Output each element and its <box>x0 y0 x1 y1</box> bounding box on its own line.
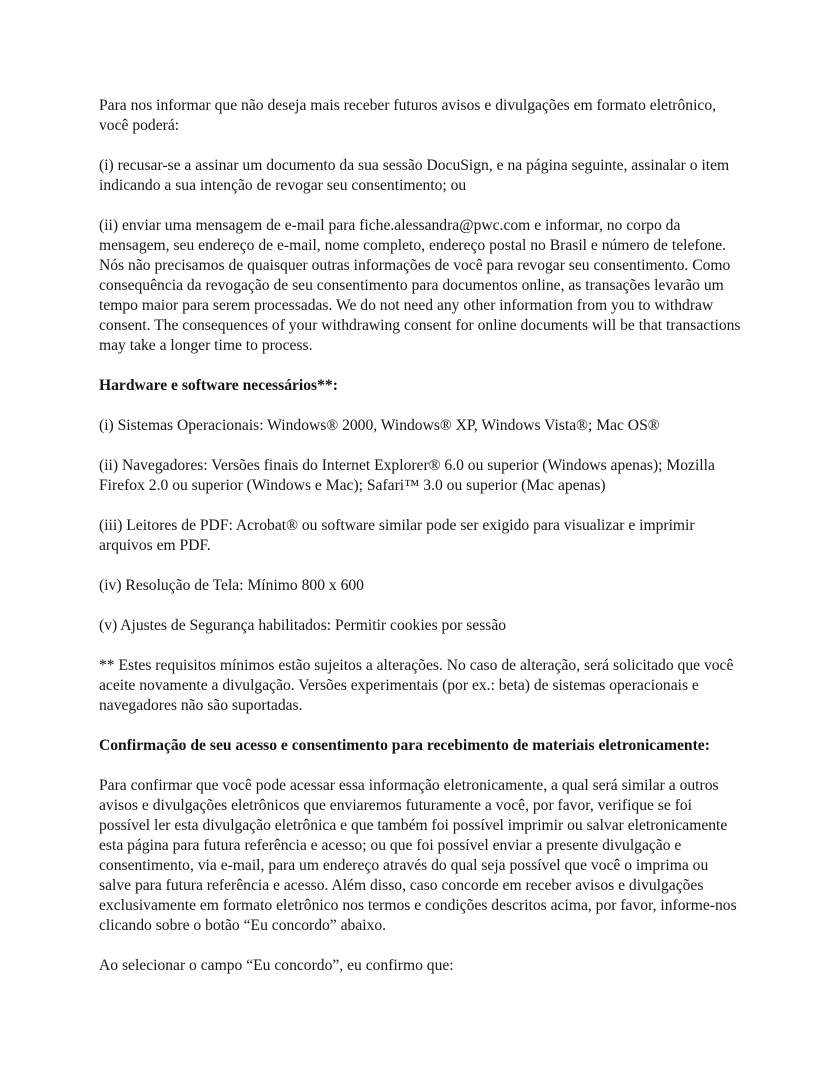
hardware-item-browsers: (ii) Navegadores: Versões finais do Internet Explorer® 6.0 ou superior (Windows apenas); Mozilla Firefox 2.0 ou superior (Windows e Mac); Safari™ 3.0 ou superior (Mac apenas) <box>99 457 715 494</box>
hardware-item-os: (i) Sistemas Operacionais: Windows® 2000, Windows® XP, Windows Vista®; Mac OS® <box>99 417 660 434</box>
hardware-item-resolution: (iv) Resolução de Tela: Mínimo 800 x 600 <box>99 577 364 594</box>
hardware-heading: Hardware e software necessários**: <box>99 377 338 394</box>
hardware-item-security: (v) Ajustes de Segurança habilitados: Permitir cookies por sessão <box>99 617 507 634</box>
document-body <box>99 96 741 996</box>
option-i-paragraph: (i) recusar-se a assinar um documento da sua sessão DocuSign, e na página seguinte, assinalar o item indicando a sua intenção de revogar seu consentimento; ou <box>99 157 730 194</box>
hardware-item-pdf-readers: (iii) Leitores de PDF: Acrobat® ou software similar pode ser exigido para visualizar e imprimir arquivos em PDF. <box>99 517 695 554</box>
hardware-footnote: ** Estes requisitos mínimos estão sujeitos a alterações. No caso de alteração, será solicitado que você aceite novamente a divulgação. Versões experimentais (por ex.: beta) de sistemas operacionais e navegadores não são suportadas. <box>99 657 734 714</box>
option-ii-paragraph: (ii) enviar uma mensagem de e-mail para fiche.alessandra@pwc.com e informar, no corpo da mensagem, seu endereço de e-mail, nome completo, endereço postal no Brasil e número de telefone. Nós não precisamos de quaisquer outras informações de você para revogar seu consentimento. Como consequência da revogação de seu consentimento para documentos online, as transações levarão um tempo maior para serem processadas. We do not need any other information from you to withdraw consent. The consequences of your withdrawing consent for online documents will be that transactions may take a longer time to process. <box>99 217 741 354</box>
confirmation-heading: Confirmação de seu acesso e consentimento para recebimento de materiais eletronicamente: <box>99 737 710 754</box>
confirmation-body: Para confirmar que você pode acessar essa informação eletronicamente, a qual será similar a outros avisos e divulgações eletrônicos que enviaremos futuramente a você, por favor, verifique se foi possível ler esta divulgação eletrônica e que também foi possível imprimir ou salvar eletronicamente esta página para futura referência e acesso; ou que foi possível enviar a presente divulgação e consentimento, via e-mail, para um endereço através do qual seja possível que você o imprima ou salve para futura referência e acesso. Além disso, caso concorde em receber avisos e divulgações exclusivamente em formato eletrônico nos termos e condições descritos acima, por favor, informe-nos clicando sobre o botão “Eu concordo” abaixo. <box>99 777 737 934</box>
intro-paragraph: Para nos informar que não deseja mais receber futuros avisos e divulgações em formato eletrônico, você poderá: <box>99 97 717 134</box>
confirmation-closing: Ao selecionar o campo “Eu concordo”, eu confirmo que: <box>99 957 454 974</box>
